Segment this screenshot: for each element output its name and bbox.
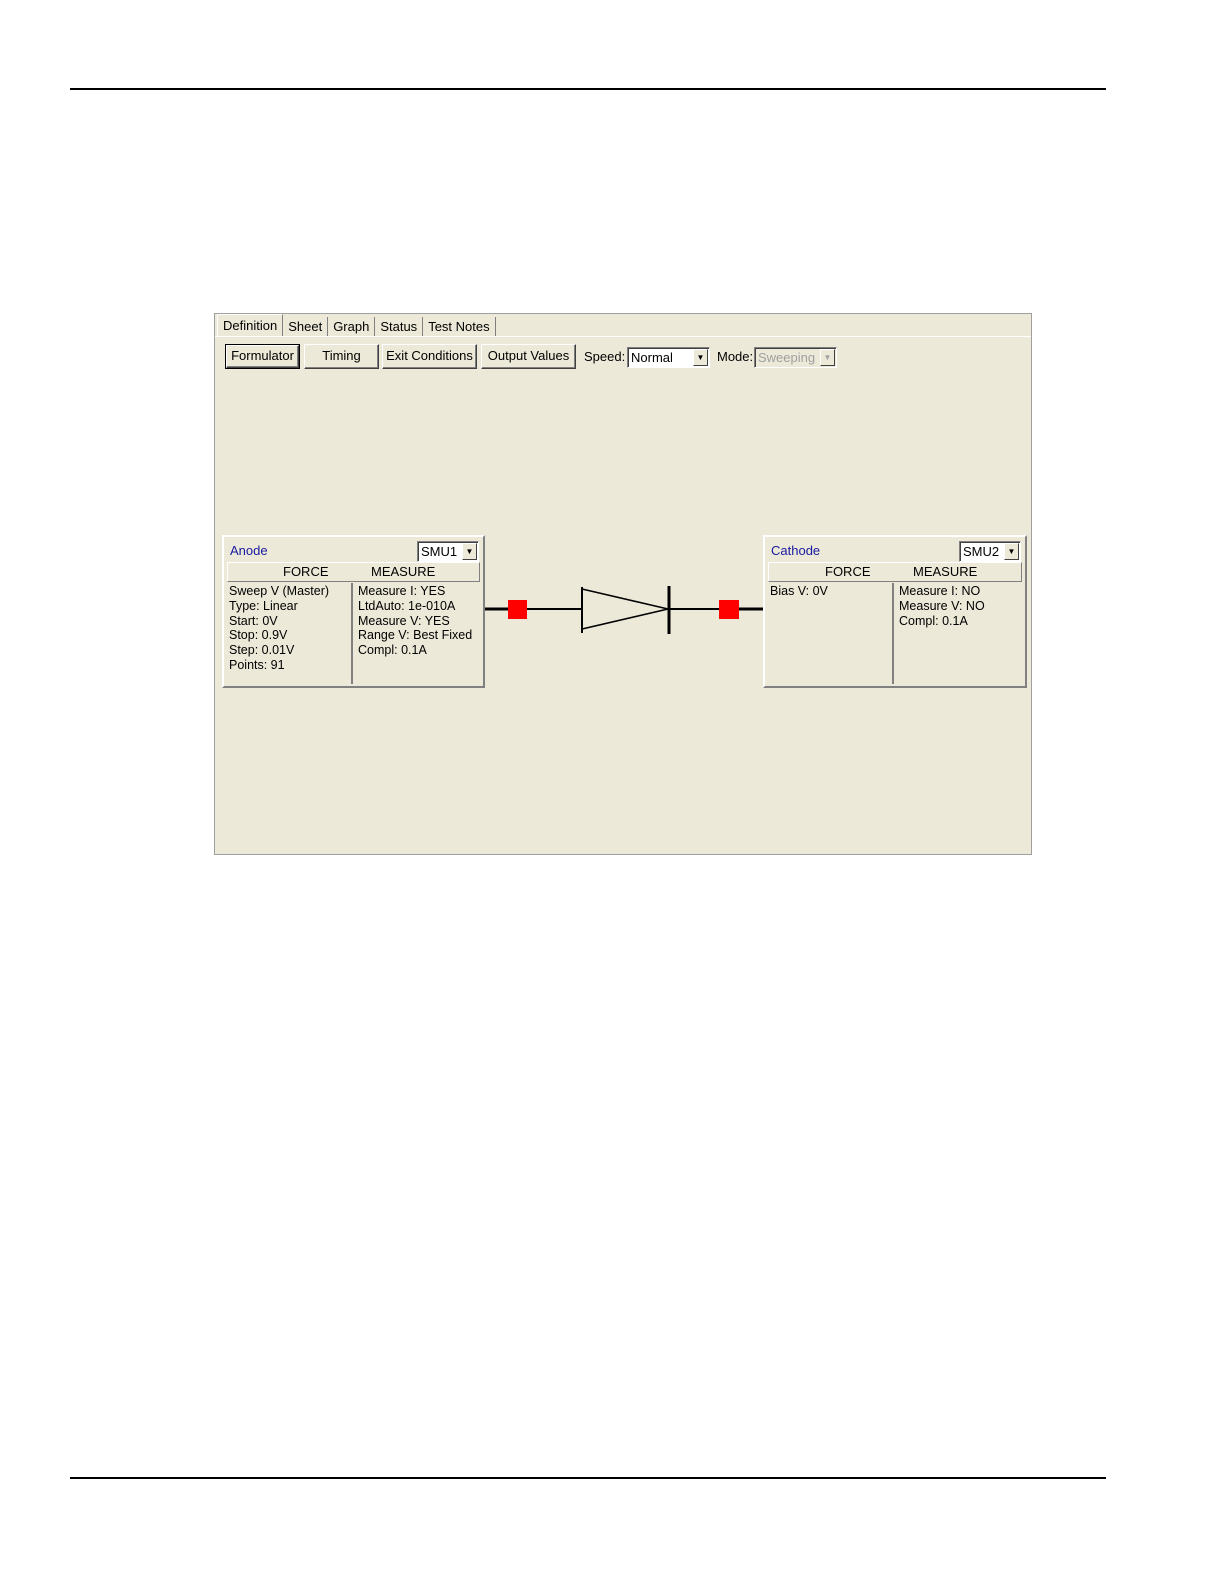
page-top-rule bbox=[70, 88, 1106, 90]
cathode-measure-line: Compl: 0.1A bbox=[899, 613, 968, 628]
tab-graph[interactable]: Graph bbox=[328, 317, 375, 337]
page-bottom-rule bbox=[70, 1477, 1106, 1479]
anode-force-line: Points: 91 bbox=[229, 657, 285, 672]
chevron-down-icon[interactable]: ▼ bbox=[462, 543, 477, 560]
tab-test-notes[interactable]: Test Notes bbox=[423, 317, 495, 337]
anode-terminal-marker[interactable] bbox=[508, 600, 527, 619]
anode-force-line: Start: 0V bbox=[229, 613, 278, 628]
cathode-measure-header: MEASURE bbox=[913, 564, 978, 579]
formulator-button[interactable]: Formulator bbox=[225, 344, 300, 369]
cathode-measure-line: Measure V: NO bbox=[899, 598, 985, 613]
chevron-down-icon: ▼ bbox=[820, 349, 835, 366]
anode-force-line: Type: Linear bbox=[229, 598, 298, 613]
anode-force-line: Sweep V (Master) bbox=[229, 584, 330, 598]
anode-force-line: Step: 0.01V bbox=[229, 643, 295, 658]
chevron-down-icon[interactable]: ▼ bbox=[693, 349, 708, 366]
mode-label: Mode: bbox=[717, 349, 754, 364]
cathode-smu-value: SMU2 bbox=[963, 544, 1000, 559]
cathode-measure-line: Measure I: NO bbox=[899, 584, 981, 598]
cathode-force-header: FORCE bbox=[825, 564, 871, 579]
anode-measure-line: Measure V: YES bbox=[358, 613, 450, 628]
anode-force-line: Stop: 0.9V bbox=[229, 628, 288, 643]
anode-measure-line: Measure I: YES bbox=[358, 584, 446, 598]
mode-value: Sweeping bbox=[758, 350, 816, 365]
exit-conditions-button[interactable]: Exit Conditions bbox=[382, 344, 477, 369]
diode-schematic bbox=[215, 314, 1031, 854]
anode-smu-value: SMU1 bbox=[421, 544, 458, 559]
anode-force-header: FORCE bbox=[283, 564, 329, 579]
timing-button[interactable]: Timing bbox=[304, 344, 379, 369]
anode-measure-header: MEASURE bbox=[371, 564, 436, 579]
tab-definition[interactable]: Definition bbox=[217, 314, 283, 337]
anode-measure-line: LtdAuto: 1e-010A bbox=[358, 598, 456, 613]
anode-measure-line: Compl: 0.1A bbox=[358, 643, 427, 658]
cathode-force-line: Bias V: 0V bbox=[770, 584, 828, 598]
tab-status[interactable]: Status bbox=[375, 317, 423, 337]
cathode-title: Cathode bbox=[771, 543, 821, 558]
cathode-terminal-marker[interactable] bbox=[719, 600, 739, 619]
diode-triangle-icon bbox=[582, 589, 668, 629]
anode-measure-line: Range V: Best Fixed bbox=[358, 628, 473, 643]
output-values-button[interactable]: Output Values bbox=[481, 344, 576, 369]
speed-label: Speed: bbox=[584, 349, 626, 364]
chevron-down-icon[interactable]: ▼ bbox=[1004, 543, 1019, 560]
definition-window bbox=[214, 313, 1032, 855]
speed-value: Normal bbox=[631, 350, 673, 365]
tab-sheet[interactable]: Sheet bbox=[283, 317, 328, 337]
anode-title: Anode bbox=[230, 543, 268, 558]
